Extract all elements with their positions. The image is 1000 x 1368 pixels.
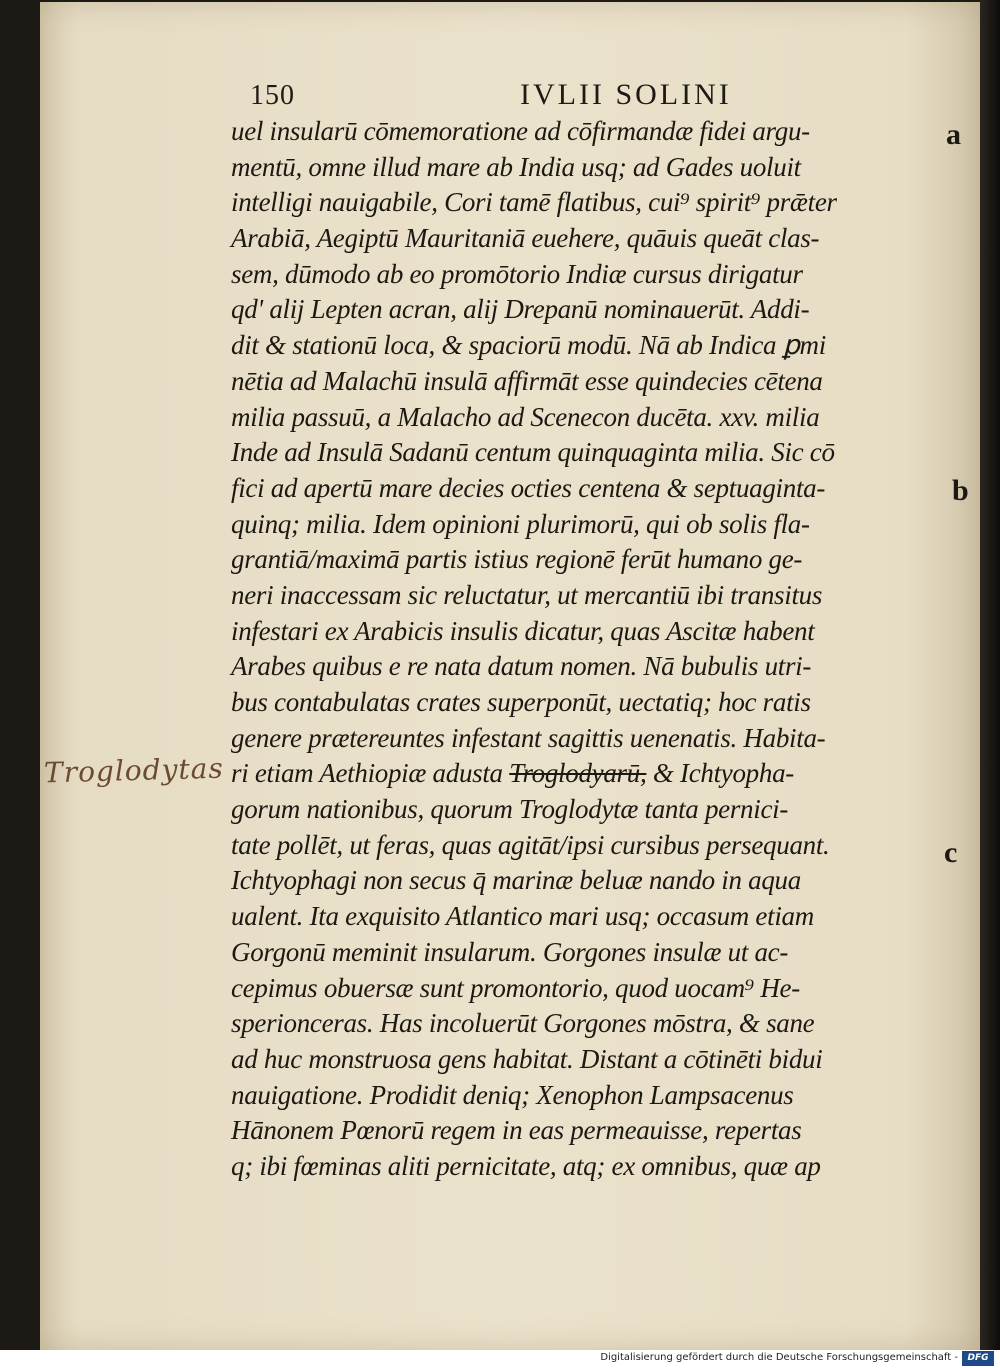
text-line: mentū, omne illud mare ab India usq; ad Gades uoluit bbox=[231, 151, 801, 182]
text-line: Inde ad Insulā Sadanū centum quinquaginta milia. Sic cō bbox=[231, 437, 835, 468]
dfg-logo: DFG bbox=[962, 1351, 994, 1366]
text-line: milia passuū, a Malacho ad Scenecon ducēta. xxv. milia bbox=[231, 401, 820, 432]
text-line-with-deletion bbox=[231, 756, 931, 792]
digitization-credit: Digitalisierung gefördert durch die Deutsche Forschungsgemeinschaft - bbox=[600, 1352, 958, 1363]
text-line: cepimus obuersæ sunt promontorio, quod uocam⁹ He- bbox=[231, 972, 800, 1003]
main-text-block bbox=[231, 114, 931, 1185]
text-line: gorum nationibus, quorum Troglodytæ tanta pernici- bbox=[231, 794, 789, 825]
text-line: q; ibi fœminas aliti pernicitate, atq; ex omnibus, quæ ap bbox=[231, 1150, 821, 1181]
margin-letter-c: c bbox=[944, 836, 958, 869]
margin-letter-b: b bbox=[952, 474, 969, 507]
text-line: dit & stationū loca, & spaciorū modū. Nā ab Indica ꝑmi bbox=[231, 330, 826, 361]
text-line: nauigatione. Prodidit deniq; Xenophon Lampsacenus bbox=[231, 1079, 794, 1110]
text-line: neri inaccessam sic reluctatur, ut mercantiū ibi transitus bbox=[231, 579, 823, 610]
text-line: qd' alij Lepten acran, alij Drepanū nominauerūt. Addi- bbox=[231, 294, 810, 325]
text-line: intelligi nauigabile, Cori tamē flatibus, cui⁹ spirit⁹ prǣter bbox=[231, 187, 837, 218]
struck-through-word: Troglodyarū, bbox=[509, 758, 647, 789]
handwritten-margin-note: Troglodytas bbox=[43, 751, 225, 790]
text-line: quinq; milia. Idem opinioni plurimorū, qui ob solis fla- bbox=[231, 508, 810, 539]
text-line: bus contabulatas crates superponūt, uectatiq; hoc ratis bbox=[231, 687, 811, 717]
text-line: uel insularū cōmemoratione ad cōfirmandæ fidei argu- bbox=[231, 116, 810, 146]
text-line: infestari ex Arabicis insulis dicatur, quas Ascitæ habent bbox=[231, 615, 815, 646]
text-line: fici ad apertū mare decies octies centena & septuaginta- bbox=[231, 472, 826, 503]
text-segment: ri etiam Aethiopiæ adusta bbox=[231, 758, 510, 789]
text-line: Hānonem Pœnorū regem in eas permeauisse, repertas bbox=[231, 1115, 802, 1146]
text-line: Arabiā, Aegiptū Mauritaniā euehere, quāuis queāt clas- bbox=[231, 223, 820, 254]
page-edge bbox=[980, 0, 1000, 1350]
text-line: sem, dūmodo ab eo promōtorio Indiæ cursus dirigatur bbox=[231, 258, 803, 289]
text-line: nētia ad Malachū insulā affirmāt esse quindecies cētena bbox=[231, 365, 823, 396]
text-line: ualent. Ita exquisito Atlantico mari usq; occasum etiam bbox=[231, 901, 814, 932]
text-line: grantiā/maximā partis istius regionē ferūt humano ge- bbox=[231, 544, 803, 575]
text-line: sperionceras. Has incoluerūt Gorgones mōstra, & sane bbox=[231, 1008, 815, 1039]
text-line: Ichtyophagi non secus q̄ marinæ beluæ nando in aqua bbox=[231, 865, 801, 896]
margin-letter-a: a bbox=[946, 118, 961, 151]
text-segment: & Ichtyopha- bbox=[646, 758, 794, 789]
text-line: ad huc monstruosa gens habitat. Distant a cōtinēti bidui bbox=[231, 1043, 823, 1074]
text-line: Gorgonū meminit insularum. Gorgones insulæ ut ac- bbox=[231, 936, 789, 967]
text-line: tate pollēt, ut feras, quas agitāt/ipsi cursibus persequant. bbox=[231, 829, 830, 860]
running-head: IVLII SOLINI bbox=[520, 78, 732, 111]
text-line: Arabes quibus e re nata datum nomen. Nā bubulis utri- bbox=[231, 651, 812, 682]
text-line: genere prætereuntes infestant sagittis uenenatis. Habita- bbox=[231, 722, 826, 753]
page-number: 150 bbox=[250, 80, 295, 111]
